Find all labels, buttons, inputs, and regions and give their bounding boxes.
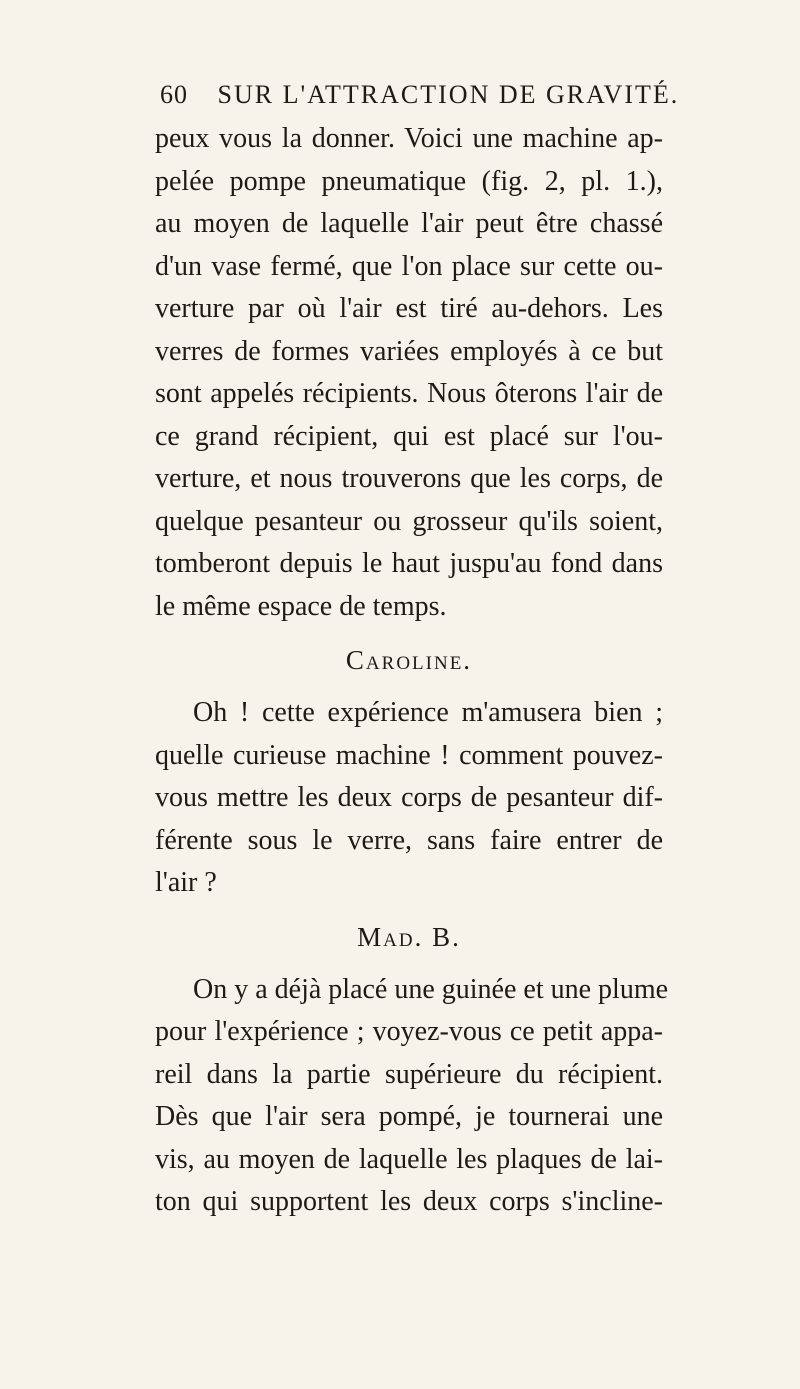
text-line: pelée pompe pneumatique (fig. 2, pl. 1.),	[155, 165, 663, 197]
page-number: 60	[160, 80, 188, 109]
text-line: sont appelés récipients. Nous ôterons l'air de	[155, 378, 663, 409]
speaker-name: Mad. B.	[357, 921, 461, 952]
text-line: vous mettre les deux corps de pesanteur dif-	[155, 782, 663, 813]
paragraph	[155, 692, 663, 905]
text-line: pour l'expérience ; voyez-vous ce petit appa-	[155, 1016, 663, 1047]
text-line: vis, au moyen de laquelle les plaques de lai-	[155, 1143, 663, 1175]
text-line: verture, et nous trouverons que les corps, de	[155, 463, 663, 494]
speaker-name: Caroline.	[345, 645, 473, 675]
text-line: quelle curieuse machine ! comment pouvez-	[155, 739, 663, 771]
text-line: quelque pesanteur ou grosseur qu'ils soient,	[155, 505, 663, 537]
text-line: ton qui supportent les deux corps s'incline-	[155, 1186, 663, 1217]
text-line: l'air ?	[155, 867, 217, 898]
text-line: au moyen de laquelle l'air peut être chassé	[155, 208, 663, 239]
text-line: Oh ! cette expérience m'amusera bien ;	[193, 697, 663, 728]
text-line: ce grand récipient, qui est placé sur l'ou-	[155, 420, 663, 452]
text-line: d'un vase fermé, que l'on place sur cette ou-	[155, 250, 663, 282]
text-line: peux vous la donner. Voici une machine ap-	[155, 123, 663, 154]
paragraph	[155, 969, 669, 1224]
text-line: verture par où l'air est tiré au-dehors. Les	[155, 293, 663, 324]
running-head	[160, 80, 680, 110]
body-text	[155, 118, 669, 1224]
paragraph	[155, 118, 663, 628]
text-line: verres de formes variées employés à ce but	[155, 335, 663, 367]
running-title: SUR L'ATTRACTION DE GRAVITÉ.	[217, 80, 680, 109]
text-line: On y a déjà placé une guinée et une plume	[193, 973, 669, 1005]
text-line: tomberont depuis le haut juspu'au fond dans	[155, 548, 663, 579]
text-line: reil dans la partie supérieure du récipient.	[155, 1058, 663, 1090]
text-line: Dès que l'air sera pompé, je tournerai une	[155, 1101, 663, 1132]
text-line: férente sous le verre, sans faire entrer de	[155, 824, 663, 856]
text-line: le même espace de temps.	[155, 590, 447, 622]
